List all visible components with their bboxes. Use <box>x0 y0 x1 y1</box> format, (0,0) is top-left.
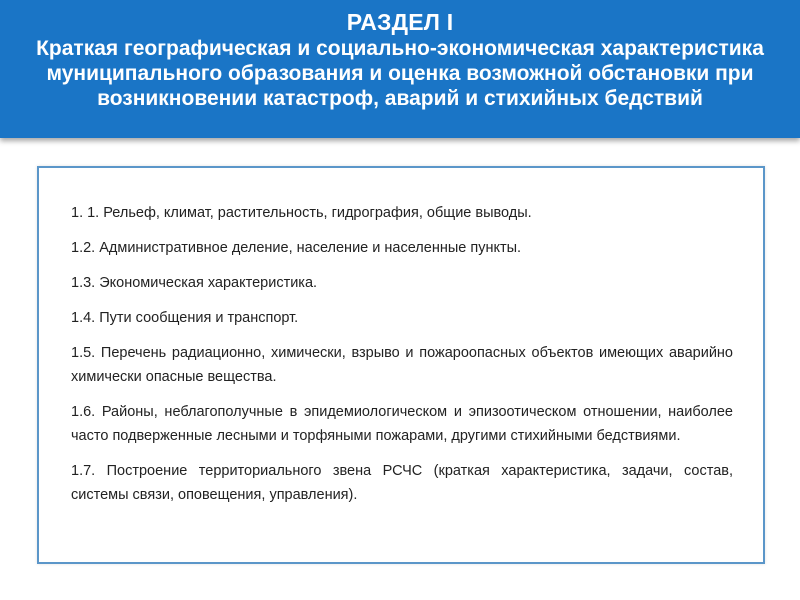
section-header <box>0 0 800 138</box>
list-item: 1.6. Районы, неблагополучные в эпидемиологическом и эпизоотическом отношении, наиболее часто подверженные лесными и торфяными пожарами, другими стихийными бедствиями. <box>71 404 733 444</box>
list-item: 1.7. Построение территориального звена РСЧС (краткая характеристика, задачи, состав, системы связи, оповещения, управления). <box>71 463 733 503</box>
list-item: 1.2. Административное деление, население и населенные пункты. <box>71 240 522 256</box>
section-title: Краткая географическая и социально-экономическая характеристика муниципального образования и оценка возможной обстановки при возникновении катастроф, аварий и стихийных бедствий <box>36 37 764 110</box>
list-item: 1.4. Пути сообщения и транспорт. <box>71 310 299 326</box>
section-label: РАЗДЕЛ I <box>346 9 454 35</box>
list-item: 1. 1. Рельеф, климат, растительность, гидрография, общие выводы. <box>71 205 532 221</box>
list-item: 1.3. Экономическая характеристика. <box>71 275 318 291</box>
contents-list <box>71 201 733 518</box>
list-item: 1.5. Перечень радиационно, химически, взрыво и пожароопасных объектов имеющих аварийно химически опасные вещества. <box>71 345 733 385</box>
content-box <box>37 166 765 564</box>
